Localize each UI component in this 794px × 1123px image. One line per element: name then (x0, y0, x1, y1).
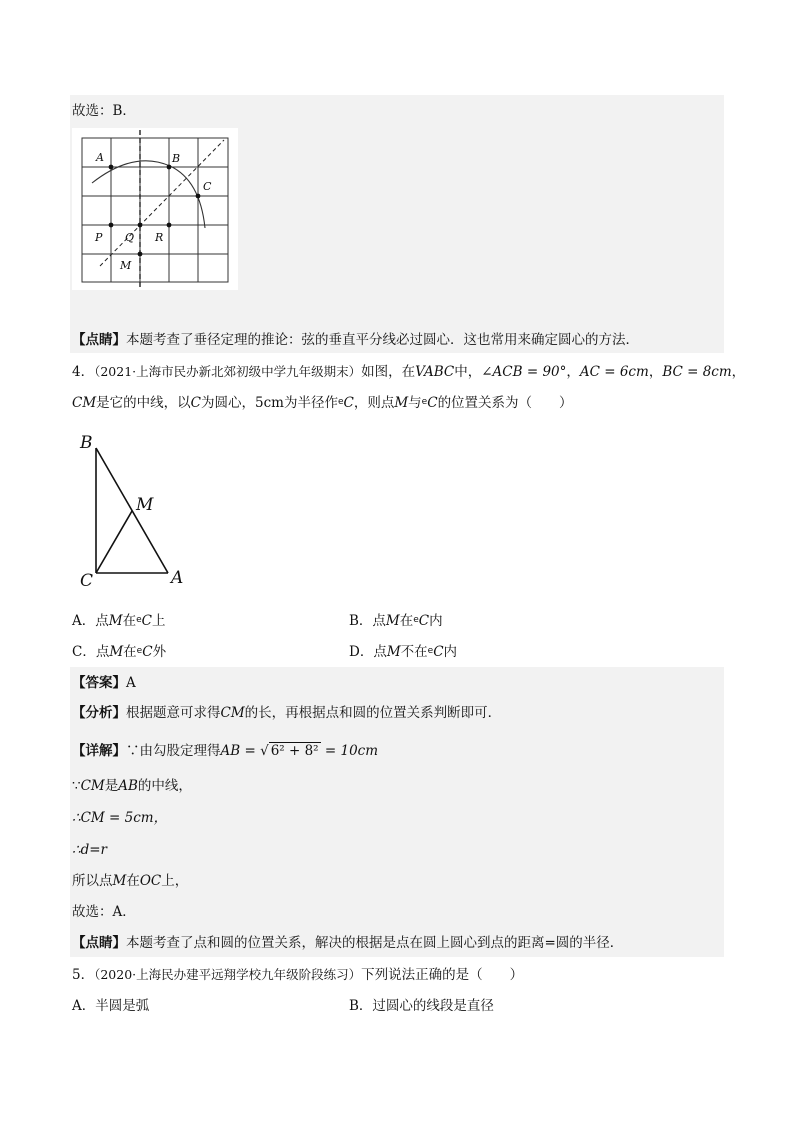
sqrt-sign: √ (260, 743, 269, 759)
triangle-figure (72, 428, 202, 590)
q4-detail-line2: ∵CM是AB的中线， (72, 778, 192, 794)
prev-choice: 故选：B． (72, 103, 136, 119)
q4-stem-line1: 4．（2021·上海市民办新北郊初级中学九年级期末）如图，在VABC中，∠ACB = 90°，AC = 6cm，BC = 8cm， (72, 364, 746, 380)
prev-comment: 【点睛】本题考查了垂径定理的推论：弦的垂直平分线必过圆心．这也常用来确定圆心的方法． (72, 332, 639, 348)
tri-label-c: C (80, 571, 94, 590)
q4-option-a: A．点M在$^e$C上 (72, 613, 166, 629)
q4-detail-line5: 所以点M在OC上， (72, 873, 189, 889)
grid-label-q: Q (125, 231, 135, 244)
tri-label-b: B (80, 433, 93, 453)
q4-option-b: B．点M在$^e$C内 (349, 613, 443, 629)
q5-stem: 5．（2020·上海民办建平远翔学校九年级阶段练习）下列说法正确的是（ ） (72, 967, 524, 983)
q4-option-c: C．点M在$^e$C外 (72, 644, 167, 660)
q5-option-a: A．半圆是弧 (72, 998, 150, 1014)
q4-choice: 故选：A． (72, 904, 136, 920)
q5-option-b: B．过圆心的线段是直径 (349, 998, 494, 1014)
q4-option-d: D．点M不在$^e$C内 (349, 644, 458, 660)
grid-label-m: M (120, 259, 132, 272)
grid-label-p: P (95, 231, 103, 244)
grid-label-b: B (172, 152, 181, 165)
q4-comment: 【点睛】本题考查了点和圆的位置关系，解决的根据是点在圆上圆心到点的距离=圆的半径． (72, 935, 624, 951)
grid-label-r: R (155, 231, 164, 244)
grid-label-c: C (203, 180, 212, 193)
tri-label-m: M (136, 495, 154, 515)
q4-detail-line3: ∴CM = 5cm， (72, 810, 168, 826)
grid-figure (72, 128, 238, 290)
q4-stem-line2: CM是它的中线，以C为圆心，5cm为半径作$^e$C，则点M与$^e$C的位置关系为（ ） (72, 395, 573, 411)
q4-answer: 【答案】A (72, 675, 136, 691)
grid-label-a: A (96, 151, 104, 164)
tri-label-a: A (171, 568, 184, 588)
q4-detail-line4: ∴d=r (72, 842, 107, 858)
q4-detail: 【详解】∵由勾股定理得AB = √ 6² + 8² = 10cm (72, 743, 379, 759)
q4-analysis: 【分析】根据题意可求得CM的长，再根据点和圆的位置关系判断即可． (72, 705, 502, 721)
